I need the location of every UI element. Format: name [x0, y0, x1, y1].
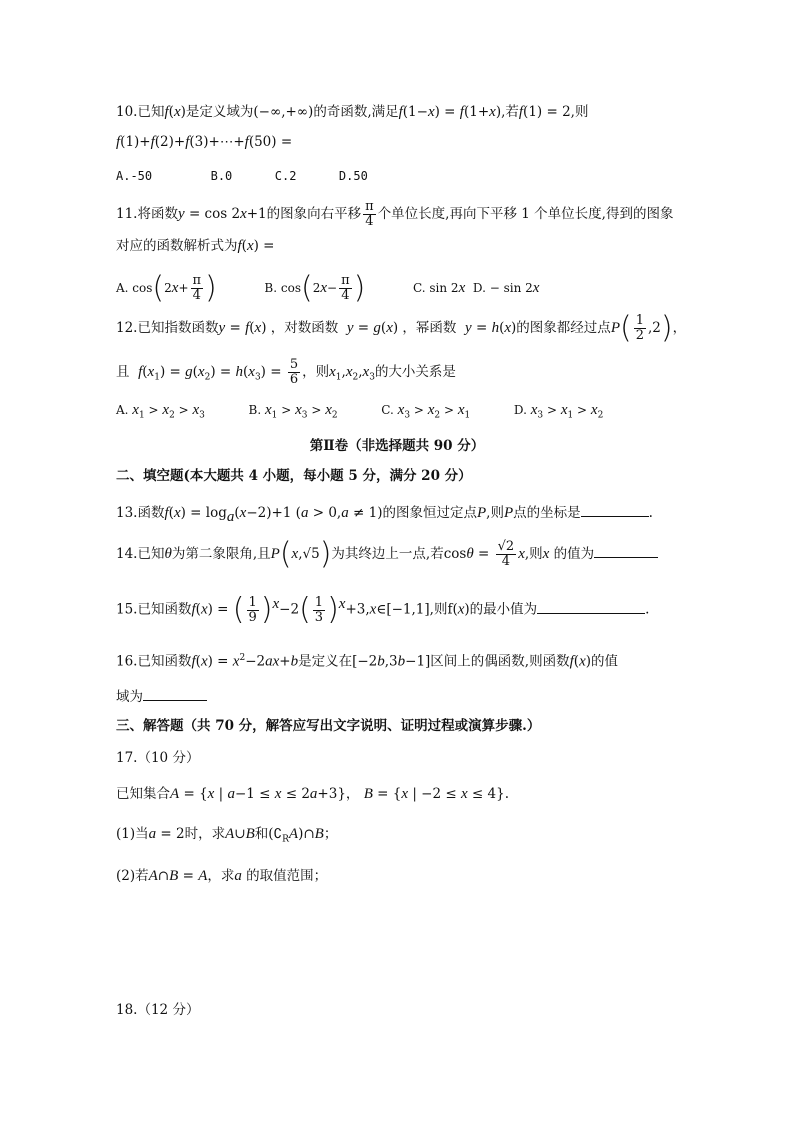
q16-line1: 16.已知函数$f(x) = x^2-2ax+b$是定义在[−2b,3b−1]区间上的偶函数,则函数f(x)的值: [116, 653, 619, 670]
q12-options: [116, 400, 603, 425]
q12-line2: 且 $f(x_1) = g(x_2) = h(x_3)$ = $\frac{5}{6}$ ，则$x_1,x_2,x_3$的大小关系是: [116, 357, 456, 387]
q16-answer-blank[interactable]: [143, 686, 207, 701]
section2-heading: 二、填空题(本大题共 4 小题，每小题 5 分，满分 20 分）: [116, 468, 472, 484]
q14-answer-blank[interactable]: [594, 543, 658, 558]
section3-heading: 三、解答题（共 70 分，解答应写出文字说明、证明过程或演算步骤.）: [116, 718, 541, 734]
q14: 14.已知θ为第二象限角,且P(x,√5)为其终边上一点,若cosθ = $\frac{√2}{4}$ x,则x 的值为: [116, 540, 658, 569]
q13: 13.函数$f(x) = \log_a(x-2)+1$ (a > 0,a ≠ 1)的图象恒过定点P,则P点的坐标是 .: [116, 502, 653, 529]
q12-option-c: C. $x_3 > x_2 > x_1$: [381, 402, 471, 421]
q10-options: [116, 166, 368, 186]
q12-option-d: D. $x_3 > x_1 > x_2$: [513, 402, 604, 421]
q12-option-a: A. $x_1 > x_2 > x_3$: [116, 402, 205, 421]
q16-line2: 域为: [116, 686, 207, 707]
q18-score: 18.（12 分）: [116, 1002, 200, 1018]
q10-option-b: B.0: [210, 169, 233, 183]
q15-answer-blank[interactable]: [537, 599, 645, 614]
q17-score: 17.（10 分）: [116, 750, 200, 766]
q11-option-b: B. cos(2x− $\frac{\pi}{4}$ ): [264, 270, 366, 306]
q11-option-d: D. − sin 2x: [469, 280, 540, 296]
q11-line1: 11.将函数y = cos 2x+1的图象向右平移 $\frac{\pi}{4}$ 个单位长度,再向下平移 1 个单位长度,得到的图象: [116, 199, 674, 229]
q11-line2: 对应的函数解析式为f(x) =: [116, 238, 275, 254]
q10-option-a: A.-50: [116, 169, 153, 183]
q10-option-d: D.50: [338, 169, 368, 183]
q17-part2: (2)若A∩B = A，求a 的取值范围；: [116, 868, 328, 884]
q15: 15.已知函数f(x) = ( $\frac{1}{9}$ )$^x$−2( $\frac{1}{3}$ )$^x$+3,x∈[−1,1],则f(x)的最小值为 .: [116, 592, 650, 627]
q13-answer-blank[interactable]: [581, 502, 649, 517]
q11-options: [116, 270, 540, 306]
q17-stem: 已知集合A = {x | a−1 ≤ x ≤ 2a+3}， B = {x | −2 ≤ x ≤ 4}.: [116, 786, 510, 802]
q11-option-c: C. sin 2x: [413, 280, 466, 296]
q11-option-a: A. cos(2x+ $\frac{\pi}{4}$ ): [116, 270, 217, 306]
q17-part1: (1)当a = 2时，求A∪B和$(∁_RA)\cap B$；: [116, 826, 338, 845]
q12-line1: 12.已知指数函数y = f(x) ，对数函数 y = g(x) ，幂函数 y = h(x)的图象都经过点P( $\frac{1}{2}$ ,2)，: [116, 310, 687, 346]
q12-option-b: B. $x_1 > x_3 > x_2$: [248, 402, 338, 421]
q10-line2: f(1)+f(2)+f(3)+⋯+f(50) =: [116, 134, 293, 150]
q10-line1: 10.已知f(x)是定义域为(−∞,+∞)的奇函数,满足f(1−x) = f(1+x),若f(1) = 2,则: [116, 104, 589, 120]
q10-option-c: C.2: [274, 169, 297, 183]
section2-title: 第Ⅱ卷（非选择题共 90 分）: [309, 438, 485, 454]
